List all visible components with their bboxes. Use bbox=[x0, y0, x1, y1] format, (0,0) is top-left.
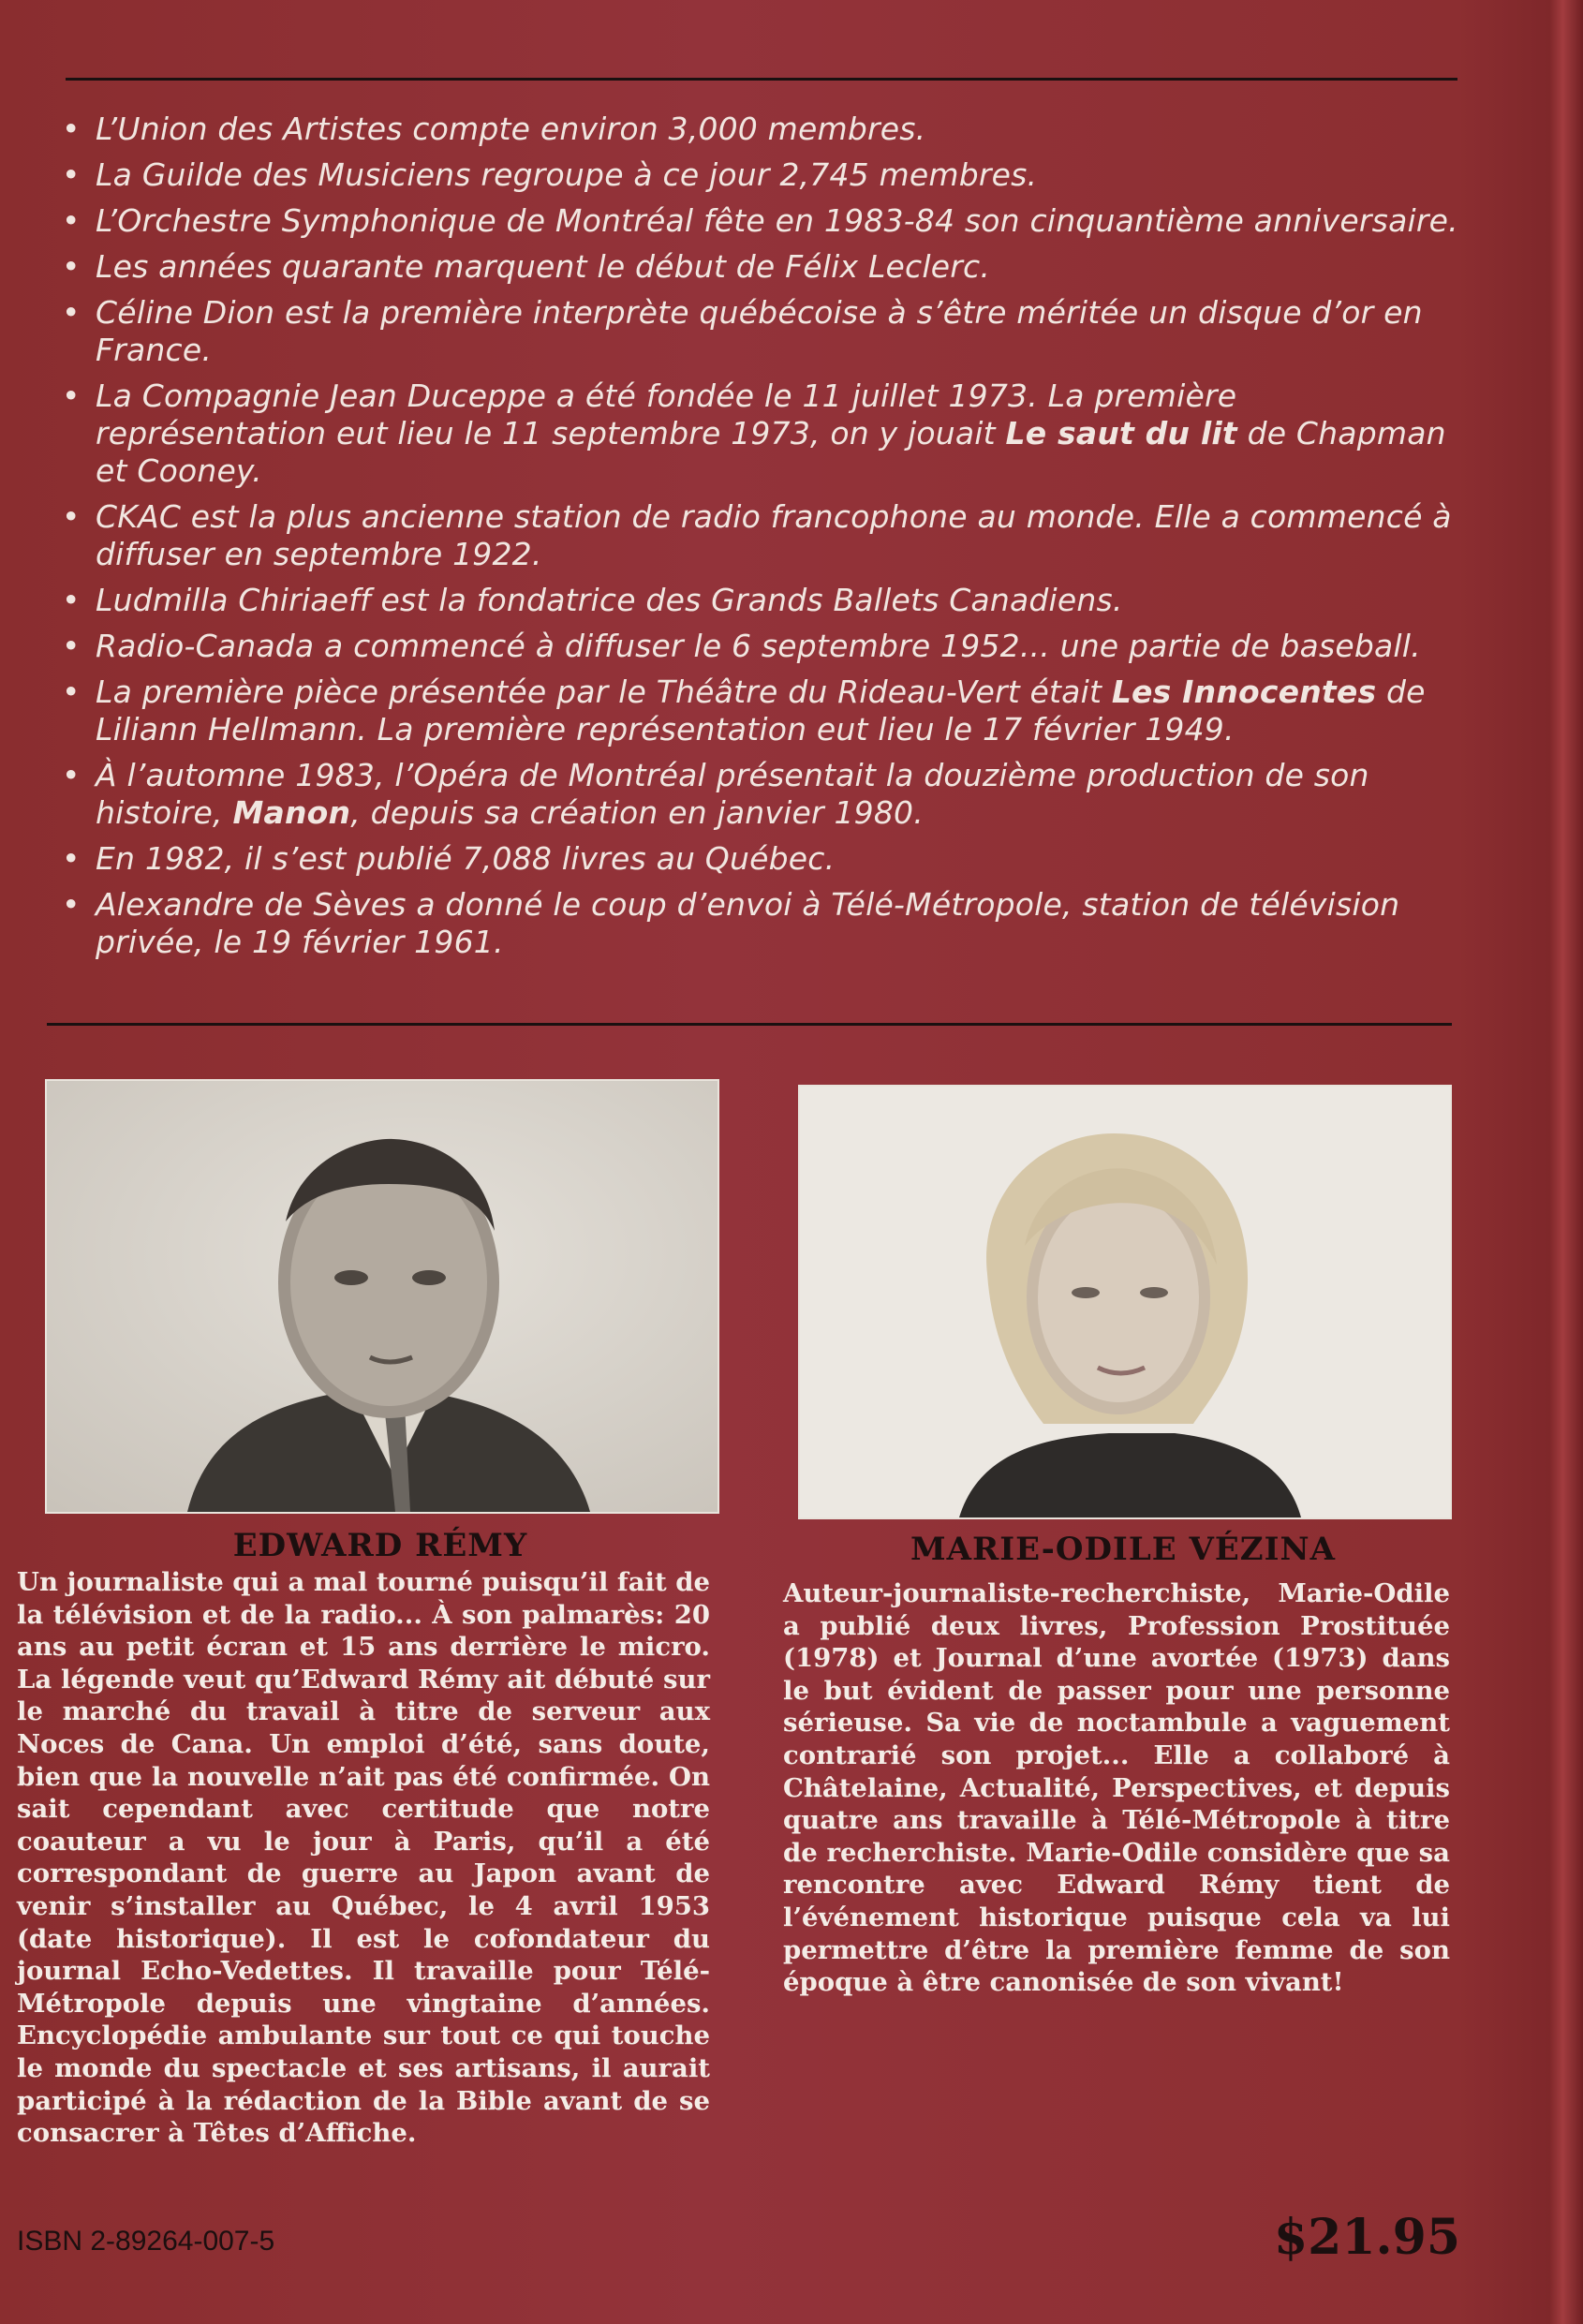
facts-list bbox=[45, 111, 1469, 970]
bullet-icon: • bbox=[62, 156, 81, 193]
fact-text: À l’automne 1983, l’Opéra de Montréal présentait la douzième production de son histoire, bbox=[96, 757, 1369, 831]
fact-item bbox=[45, 757, 1469, 832]
fact-title: Les Innocentes bbox=[1111, 674, 1377, 710]
top-rule bbox=[66, 78, 1457, 81]
fact-item bbox=[45, 582, 1469, 619]
bullet-icon: • bbox=[62, 202, 81, 239]
fact-item bbox=[45, 498, 1469, 573]
bullet-icon: • bbox=[62, 377, 81, 414]
bullet-icon: • bbox=[62, 674, 81, 710]
fact-text: de Chapman et Cooney. bbox=[96, 415, 1446, 489]
fact-text: Ludmilla Chiriaeff est la fondatrice des Grands Ballets Canadiens. bbox=[96, 582, 1123, 618]
fact-item bbox=[45, 628, 1469, 665]
isbn: ISBN 2-89264-007-5 bbox=[17, 2226, 275, 2257]
fact-text: Les années quarante marquent le début de Félix Leclerc. bbox=[96, 248, 991, 285]
fact-item bbox=[45, 294, 1469, 369]
fact-text: Alexandre de Sèves a donné le coup d’envoi à Télé-Métropole, station de télévision privée, le 19 février 1961. bbox=[96, 886, 1400, 960]
edward-remy-photo bbox=[45, 1079, 719, 1514]
bullet-icon: • bbox=[62, 886, 81, 923]
fact-item bbox=[45, 111, 1469, 148]
bullet-icon: • bbox=[62, 582, 81, 618]
fact-title: Le saut du lit bbox=[1005, 415, 1237, 451]
price: $21.95 bbox=[1274, 2209, 1461, 2266]
fact-text: de Liliann Hellmann. La première représentation eut lieu le 17 février 1949. bbox=[96, 674, 1426, 748]
middle-rule bbox=[47, 1023, 1452, 1026]
cover-edge bbox=[1549, 0, 1583, 2324]
fact-item bbox=[45, 202, 1469, 240]
fact-item bbox=[45, 377, 1469, 490]
fact-item bbox=[45, 156, 1469, 194]
marie-odile-vezina-photo bbox=[798, 1085, 1452, 1519]
fact-title: Manon bbox=[232, 794, 351, 831]
author-bio-right: Auteur-journaliste-recherchiste, Marie-Odile a publié deux livres, Profession Prostituée (1978) et Journal d’une avortée (1973) dans le but évident de passer pour une personne sérieuse. Sa vie de noctambule a vaguement contrarié son projet... Elle a collaboré à Châtelaine, Actualité, Perspectives, et depuis quatre ans travaille à Télé-Métropole à titre de recherchiste. Marie-Odile considère que sa rencontre avec Edward Rémy tient de l’événement historique puisque cela va lui permettre d’être la première femme de son époque à être canonisée de son vivant! bbox=[783, 1578, 1450, 1998]
fact-item bbox=[45, 840, 1469, 878]
fact-item bbox=[45, 674, 1469, 748]
fact-text: Céline Dion est la première interprète québécoise à s’être méritée un disque d’or en France. bbox=[96, 294, 1423, 368]
author-name-right: MARIE-ODILE VÉZINA bbox=[910, 1531, 1336, 1568]
fact-text: La Guilde des Musiciens regroupe à ce jour 2,745 membres. bbox=[96, 156, 1038, 193]
author-bio-left: Un journaliste qui a mal tourné puisqu’il fait de la télévision et de la radio... À son palmarès: 20 ans au petit écran et 15 ans derrière le micro. La légende veut qu’Edward Rémy ait débuté sur le marché du travail à titre de serveur aux Noces de Cana. Un emploi d’été, sans doute, bien que la nouvelle n’ait pas été confirmée. On sait cependant avec certitude que notre coauteur a vu le jour à Paris, qu’il a été correspondant de guerre au Japon avant de venir s’installer au Québec, le 4 avril 1953 (date historique). Il est le cofondateur du journal Echo-Vedettes. Il travaille pour Télé-Métropole depuis une vingtaine d’années. Encyclopédie ambulante sur tout ce qui touche le monde du spectacle et ses artisans, il aurait participé à la rédaction de la Bible avant de se consacrer à Têtes d’Affiche. bbox=[17, 1567, 710, 2149]
fact-text: La Compagnie Jean Duceppe a été fondée le 11 juillet 1973. La première représentation eut lieu le 11 septembre 1973, on y jouait bbox=[96, 377, 1237, 451]
fact-text: En 1982, il s’est publié 7,088 livres au Québec. bbox=[96, 840, 836, 877]
bullet-icon: • bbox=[62, 248, 81, 285]
bullet-icon: • bbox=[62, 840, 81, 877]
bullet-icon: • bbox=[62, 294, 81, 331]
fact-text: , depuis sa création en janvier 1980. bbox=[350, 794, 924, 831]
fact-text: CKAC est la plus ancienne station de radio francophone au monde. Elle a commencé à diffuser en septembre 1922. bbox=[96, 498, 1452, 572]
bullet-icon: • bbox=[62, 757, 81, 793]
author-name-left: EDWARD RÉMY bbox=[232, 1527, 528, 1564]
fact-item bbox=[45, 248, 1469, 286]
fact-text: La première pièce présentée par le Théâtre du Rideau-Vert était bbox=[96, 674, 1112, 710]
bullet-icon: • bbox=[62, 111, 81, 147]
fact-text: L’Orchestre Symphonique de Montréal fête en 1983-84 son cinquantième anniversaire. bbox=[96, 202, 1458, 239]
fact-text: L’Union des Artistes compte environ 3,000 membres. bbox=[96, 111, 926, 147]
fact-text: Radio-Canada a commencé à diffuser le 6 septembre 1952... une partie de baseball. bbox=[96, 628, 1421, 664]
bullet-icon: • bbox=[62, 628, 81, 664]
fact-item bbox=[45, 886, 1469, 961]
bullet-icon: • bbox=[62, 498, 81, 535]
